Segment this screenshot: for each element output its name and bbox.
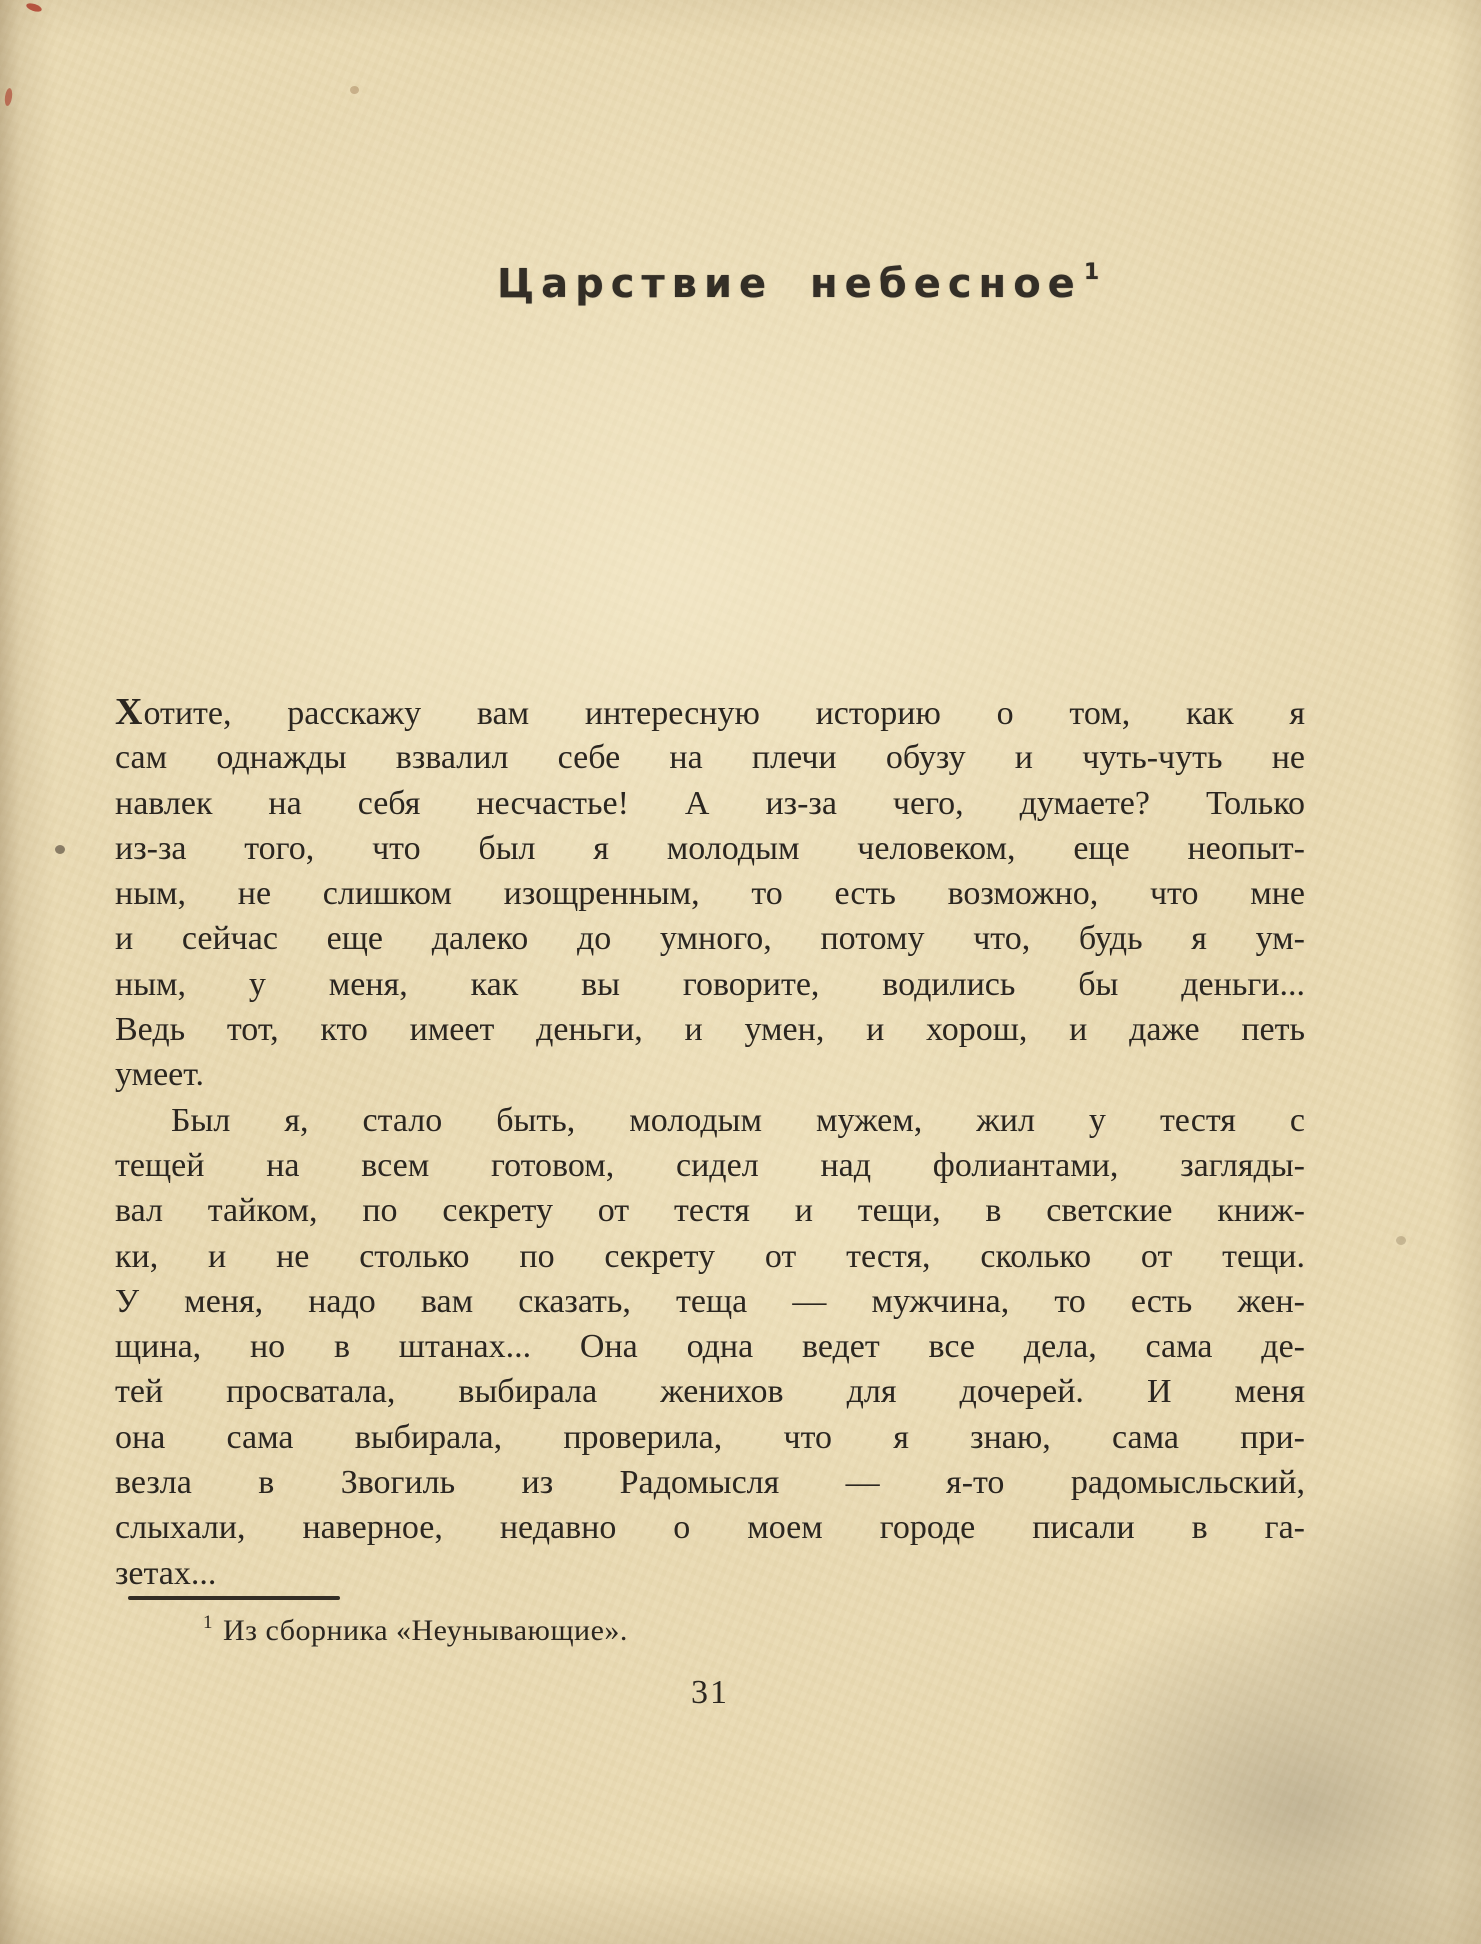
text-line: Хотите, расскажу вам интересную историю о том, как я <box>115 691 1305 733</box>
text-line: слыхали, наверное, недавно о моем городе писали в га- <box>115 1509 1305 1547</box>
text-line: навлек на себя несчастье! А из-за чего, думаете? Только <box>115 784 1305 822</box>
footnote-marker: 1 <box>203 1612 213 1633</box>
page-number: 31 <box>691 1674 729 1711</box>
text-line: ки, и не столько по секрету от тестя, сколько от тещи. <box>115 1237 1305 1275</box>
text-line: У меня, надо вам сказать, теща — мужчина, то есть жен- <box>115 1282 1305 1320</box>
paper-speck <box>25 2 42 14</box>
story-title-text: Царствие небесное <box>497 261 1082 307</box>
text-line: Ведь тот, кто имеет деньги, и умен, и хорош, и даже петь <box>115 1011 1305 1049</box>
title-footnote-reference: 1 <box>1083 260 1100 285</box>
text-line: щина, но в штанах... Она одна ведет все дела, сама де- <box>115 1328 1305 1366</box>
text-line: тещей на всем готовом, сидел над фолиантами, загляды- <box>115 1146 1305 1184</box>
story-title <box>497 260 1099 307</box>
footnote-divider <box>128 1596 340 1600</box>
text-line: сам однажды взвалил себе на плечи обузу и чуть-чуть не <box>115 739 1305 777</box>
text-line: из-за того, что был я молодым человеком, еще неопыт- <box>115 829 1305 867</box>
text-line: ным, у меня, как вы говорите, водились бы деньги... <box>115 965 1305 1003</box>
paper-speck <box>55 845 65 854</box>
paper-speck <box>350 86 359 94</box>
text-line: Был я, стало быть, молодым мужем, жил у тестя с <box>171 1101 1305 1139</box>
footnote <box>203 1612 628 1648</box>
paper-speck <box>1396 1236 1406 1245</box>
text-line: ным, не слишком изощренным, то есть возможно, что мне <box>115 875 1305 913</box>
text-line: умеет. <box>115 1056 205 1094</box>
text-line: и сейчас еще далеко до умного, потому что, будь я ум- <box>115 920 1305 958</box>
text-line: тей просватала, выбирала женихов для дочерей. И меня <box>115 1373 1305 1411</box>
text-line: зетах... <box>115 1554 217 1592</box>
drop-cap: Х <box>115 691 144 733</box>
body-text <box>115 690 1305 1596</box>
text-line: везла в Звогиль из Радомысля — я-то радомысльский, <box>115 1464 1305 1502</box>
text-line: она сама выбирала, проверила, что я знаю, сама при- <box>115 1418 1305 1456</box>
text-line: вал тайком, по секрету от тестя и тещи, в светские книж- <box>115 1192 1305 1230</box>
footnote-text: Из сборника «Неунывающие». <box>223 1614 628 1647</box>
paper-speck <box>4 88 13 107</box>
